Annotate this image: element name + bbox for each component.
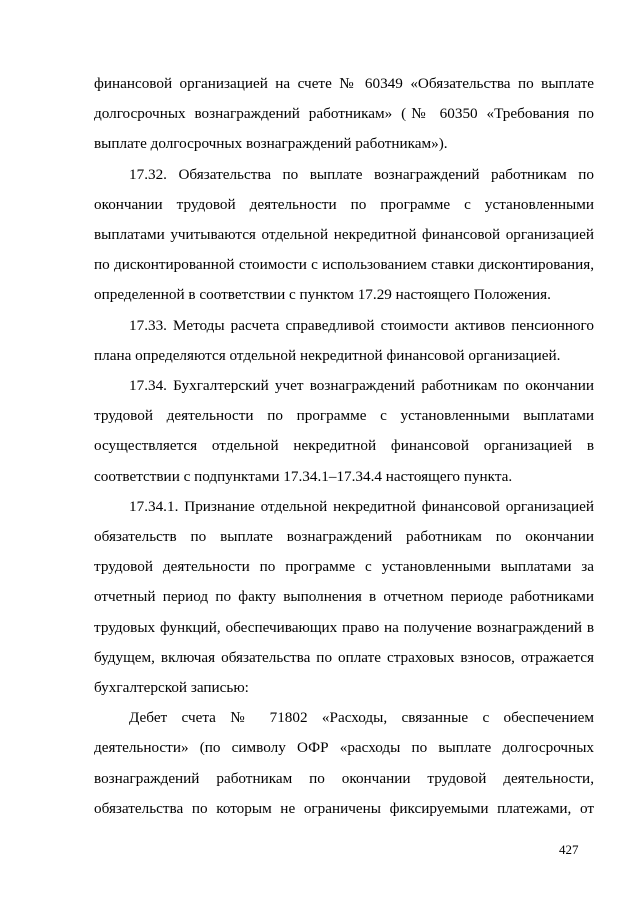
paragraph-17-32: 17.32. Обязательства по выплате вознаграждений работникам по окончании трудовой деятельности по программе с установленными выплатами учитываются отдельной некредитной финансовой организацией по дисконтированной стоимости с использованием ставки дисконтирования, определенной в соответствии с пунктом 17.29 настоящего Положения. [94, 165, 594, 304]
paragraph-1: финансовой организацией на счете № 60349 «Обязательства по выплате долгосрочных вознаграждений работникам» (№ 60350 «Требования по выплате долгосрочных вознаграждений работникам»). [94, 75, 594, 153]
document-page [94, 69, 594, 824]
paragraph-17-33: 17.33. Методы расчета справедливой стоимости активов пенсионного плана определяются отдельной некредитной финансовой организацией. [94, 316, 594, 364]
paragraph-17-34-1: 17.34.1. Признание отдельной некредитной финансовой организацией обязательств по выплате вознаграждений работникам по окончании трудовой деятельности по программе с установленными выплатами за отчетный период по факту выполнения в отчетном периоде работниками трудовых функций, обеспечивающих право на получение вознаграждений в будущем, включая обязательства по оплате страховых взносов, отражается бухгалтерской записью: [94, 497, 594, 697]
page-number: 427 [559, 842, 579, 857]
paragraph-debit-entry: Дебет счета № 71802 «Расходы, связанные с обеспечением деятельности» (по символу ОФР «расходы по выплате долгосрочных вознаграждений работникам по окончании трудовой деятельности, обязательства по которым не ограничены фиксируемыми платежами, от [94, 709, 594, 817]
paragraph-17-34: 17.34. Бухгалтерский учет вознаграждений работникам по окончании трудовой деятельности по программе с установленными выплатами осуществляется отдельной некредитной финансовой организацией в соответствии с подпунктами 17.34.1–17.34.4 настоящего пункта. [94, 377, 594, 485]
